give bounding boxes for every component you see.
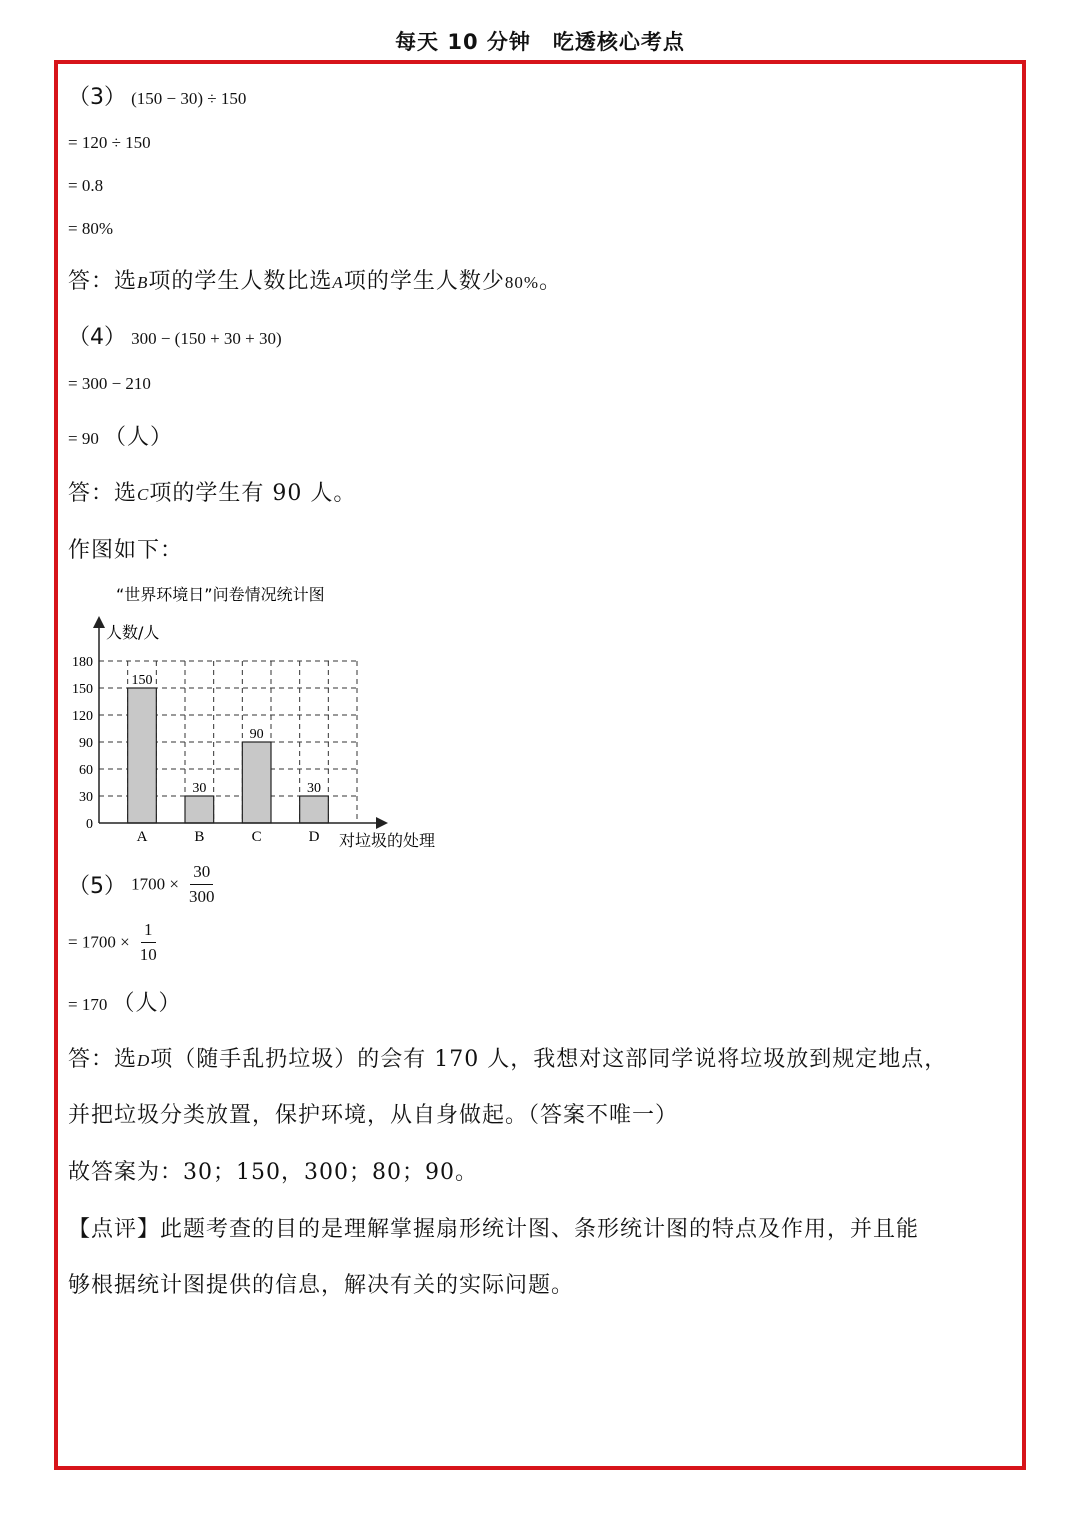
part4-expression: 300 − (150 + 30 + 30): [131, 329, 282, 348]
part3-answer-a: A: [332, 273, 344, 292]
chart-category-label: B: [194, 829, 205, 845]
chart-ytick-label: 90: [79, 736, 93, 751]
chart-title: “世界环境日”问卷情况统计图: [116, 585, 325, 604]
part5-answer-line2: 并把垃圾分类放置，保护环境，从自身做起。（答案不唯一）: [68, 1103, 679, 1128]
part4-answer-c: C: [137, 485, 150, 504]
draw-note: 作图如下：: [68, 538, 184, 563]
chart-bar-C: [242, 742, 271, 823]
part3-answer-mid1: 项的学生人数比选: [148, 269, 333, 294]
chart-ytick-label: 150: [72, 682, 93, 697]
part3-answer-value: 80%: [504, 273, 539, 292]
part5-expr-pre: 1700 ×: [131, 874, 179, 894]
part5-expression-line: [68, 862, 218, 907]
chart-category-label: D: [308, 829, 320, 845]
part4-step1: = 300 − 210: [68, 374, 151, 393]
bar-chart: [64, 578, 444, 853]
part4-expression-line: [68, 320, 282, 351]
part5-step2-line: [68, 986, 181, 1017]
part3-answer-mid2: 项的学生人数少: [343, 269, 505, 294]
part3-label: （3）: [68, 85, 126, 110]
comment-line1: 【点评】此题考查的目的是理解掌握扇形统计图、条形统计图的特点及作用，并且能: [68, 1217, 920, 1242]
chart-ytick-label: 180: [72, 655, 93, 670]
part4-step2: = 90: [68, 429, 99, 448]
final-answer: 故答案为：30；150，300；80；90。: [68, 1160, 478, 1185]
chart-value-label: 30: [192, 781, 207, 796]
chart-ytick-label: 60: [79, 763, 93, 778]
chart-ylabel: 人数/人: [106, 623, 160, 642]
part5-fraction1-numerator: 30: [190, 862, 213, 885]
part5-fraction1-denominator: 300: [189, 887, 215, 906]
part5-answer-line1-rest: 项（随手乱扔垃圾）的会有 170 人，我想对这部同学说将垃圾放到规定地点，: [150, 1047, 948, 1072]
chart-value-label: 150: [131, 673, 153, 688]
part5-answer-d: D: [137, 1051, 151, 1070]
part3-step2: = 0.8: [68, 176, 104, 195]
part5-fraction2: [137, 920, 160, 965]
chart-value-label: 30: [307, 781, 321, 796]
chart-ytick-label: 0: [86, 817, 93, 832]
part5-fraction2-denominator: 10: [139, 945, 157, 964]
part5-answer-line1: [68, 1042, 947, 1073]
part3-answer-b: B: [137, 273, 149, 292]
chart-ytick-label: 30: [79, 790, 93, 805]
part4-answer-pre: 答：选: [68, 481, 138, 506]
chart-bar-B: [185, 796, 214, 823]
part4-step2-line: [68, 420, 173, 451]
chart-bar-D: [300, 796, 329, 823]
chart-value-label: 90: [249, 727, 264, 742]
chart-bar-A: [128, 688, 157, 823]
part4-step2-unit: （人）: [103, 425, 173, 450]
part5-step1-line: [68, 920, 160, 965]
part5-label: （5）: [68, 874, 126, 899]
page-header: 每天 10 分钟 吃透核心考点: [395, 30, 685, 54]
part5-fraction1: [186, 862, 218, 907]
part3-answer-end: 。: [539, 269, 563, 294]
part3-answer-pre: 答：选: [68, 269, 138, 294]
chart-category-label: A: [136, 829, 148, 845]
part5-step1-pre: = 1700 ×: [68, 932, 130, 952]
part3-expression-line: [68, 80, 246, 111]
part3-answer: [68, 264, 562, 295]
part5-fraction2-numerator: 1: [141, 920, 156, 943]
part5-step2-unit: （人）: [112, 991, 182, 1016]
part5-step2: = 170: [68, 995, 108, 1014]
part4-answer-rest: 项的学生有 90 人。: [149, 481, 357, 506]
chart-ytick-label: 120: [72, 709, 93, 724]
part3-step1: = 120 ÷ 150: [68, 133, 151, 152]
comment-line2: 够根据统计图提供的信息，解决有关的实际问题。: [68, 1273, 575, 1298]
part3-expression: (150 − 30) ÷ 150: [131, 89, 247, 108]
part5-answer-pre: 答：选: [68, 1047, 138, 1072]
chart-xlabel: 对垃圾的处理: [339, 831, 436, 850]
chart-category-label: C: [251, 829, 262, 845]
part3-step3: = 80%: [68, 219, 113, 238]
part4-answer: [68, 476, 356, 507]
part4-label: （4）: [68, 325, 126, 350]
